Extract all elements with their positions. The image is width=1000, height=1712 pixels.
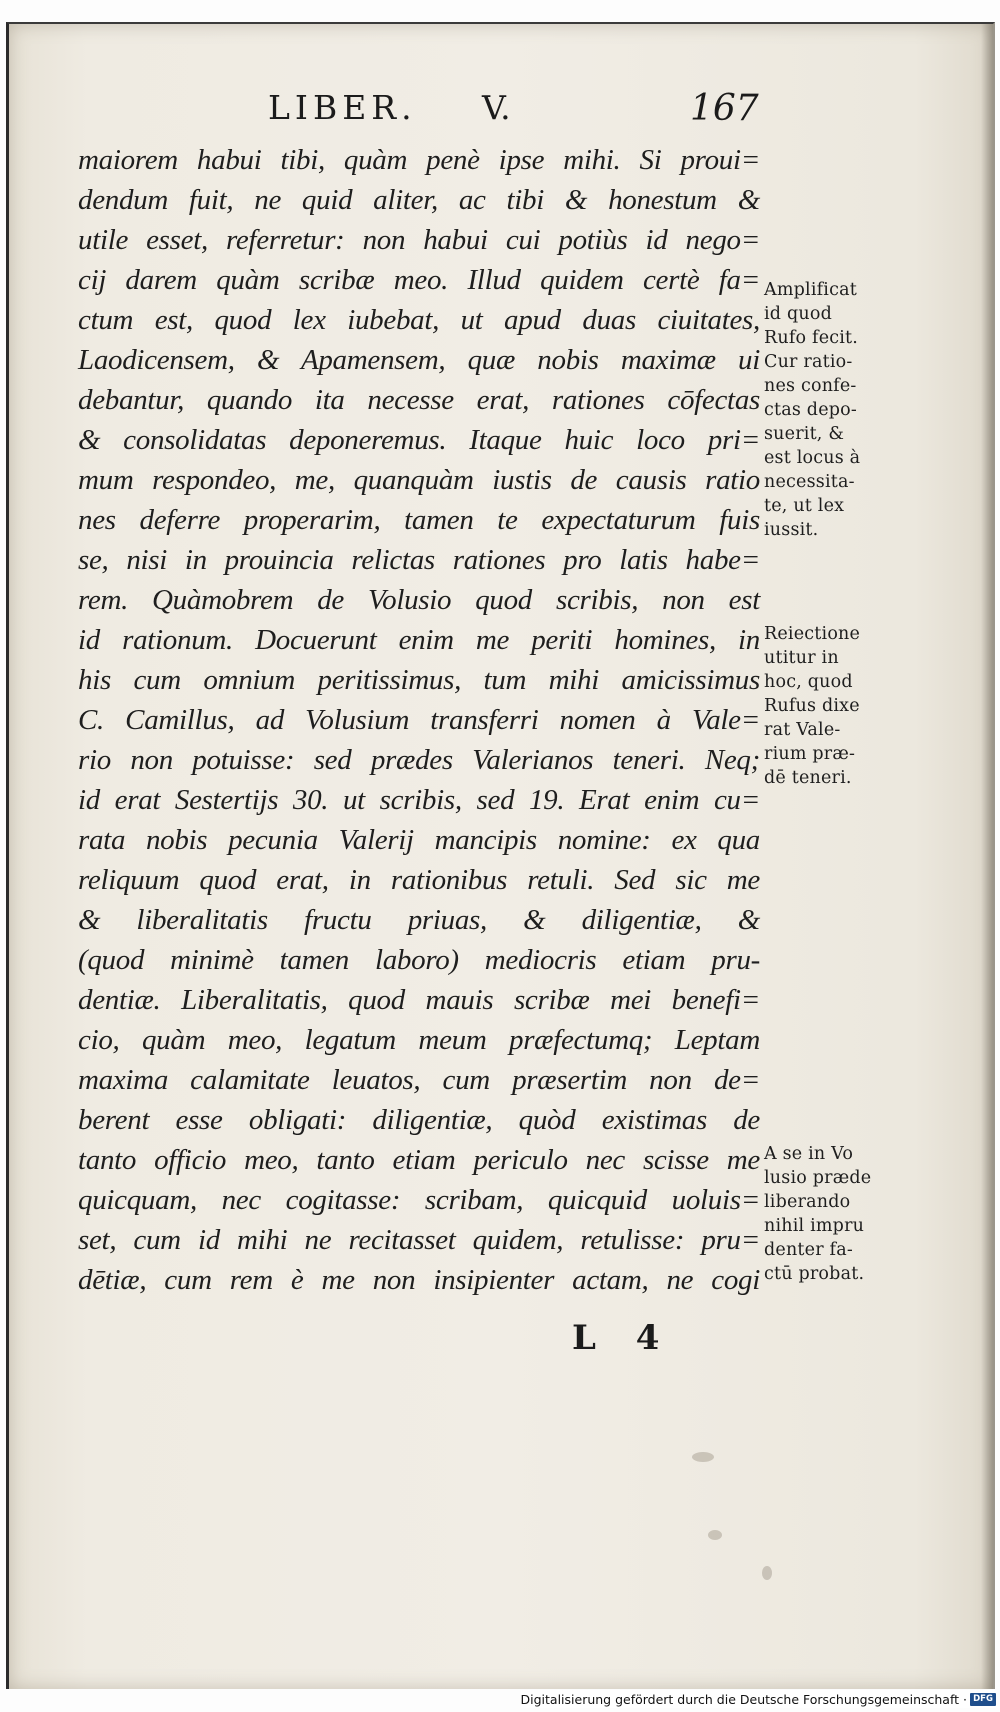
gloss-line: dē teneri. bbox=[764, 768, 852, 788]
digitization-credit bbox=[521, 1690, 997, 1708]
text-line: se, nisi in prouincia relictas rationes pro latis habe= bbox=[78, 544, 760, 576]
text-line: cio, quàm meo, legatum meum præfectumq; Leptam bbox=[78, 1024, 760, 1056]
text-line: dendum fuit, ne quid aliter, ac tibi & honestum & bbox=[78, 184, 760, 216]
text-line: utile esset, referretur: non habui cui potiùs id nego= bbox=[78, 224, 760, 256]
gloss-line: ctū probat. bbox=[764, 1264, 865, 1284]
dfg-logo-icon: DFG bbox=[970, 1693, 996, 1706]
text-line: nes deferre properarim, tamen te expectaturum fuis bbox=[78, 504, 760, 536]
running-head bbox=[260, 88, 760, 136]
gloss-line: est locus à bbox=[764, 448, 861, 468]
text-line: (quod minimè tamen laboro) mediocris etiam pru- bbox=[78, 944, 760, 976]
main-text-block bbox=[78, 140, 760, 1300]
marginal-gloss-reiectione bbox=[764, 622, 904, 790]
page-edge-shadow bbox=[981, 24, 993, 1689]
text-line: ctum est, quod lex iubebat, ut apud duas ciuitates, bbox=[78, 304, 760, 336]
text-line: maxima calamitate leuatos, cum præsertim non de= bbox=[78, 1064, 760, 1096]
gloss-line: lusio præde bbox=[764, 1168, 872, 1188]
gloss-line: denter fa- bbox=[764, 1240, 853, 1260]
gloss-line: A se in Vo bbox=[764, 1144, 854, 1164]
gloss-line: Rufus dixe bbox=[764, 696, 860, 716]
text-line: mum respondeo, me, quanquàm iustis de causis ratio bbox=[78, 464, 760, 496]
credit-text: Digitalisierung gefördert durch die Deutsche Forschungsgemeinschaft · bbox=[520, 1691, 967, 1707]
gloss-line: iussit. bbox=[764, 520, 819, 540]
marginal-gloss-amplificat bbox=[764, 278, 904, 542]
text-line: set, cum id mihi ne recitasset quidem, retulisse: pru= bbox=[78, 1224, 760, 1256]
text-line: rio non potuisse: sed prædes Valerianos teneri. Neq; bbox=[78, 744, 760, 776]
text-line: Laodicensem, & Apamensem, quæ nobis maximæ ui bbox=[78, 344, 760, 376]
running-head-title: LIBER. bbox=[268, 88, 417, 127]
gloss-line: liberando bbox=[764, 1192, 851, 1212]
gloss-line: hoc, quod bbox=[764, 672, 853, 692]
paper-stain bbox=[708, 1530, 722, 1540]
text-line: C. Camillus, ad Volusium transferri nomen à Vale= bbox=[78, 704, 760, 736]
gloss-line: ctas depo- bbox=[764, 400, 858, 420]
text-line: reliquum quod erat, in rationibus retuli. Sed sic me bbox=[78, 864, 760, 896]
gloss-line: rat Vale- bbox=[764, 720, 841, 740]
folio-number: 167 bbox=[690, 88, 759, 129]
signature-mark: L 4 bbox=[572, 1318, 674, 1358]
gloss-line: nihil impru bbox=[764, 1216, 865, 1236]
marginal-gloss-volusio bbox=[764, 1142, 904, 1286]
gloss-line: Cur ratio- bbox=[764, 352, 853, 372]
gloss-line: nes confe- bbox=[764, 376, 857, 396]
gloss-line: Reiectione bbox=[764, 624, 861, 644]
paper-stain bbox=[692, 1452, 714, 1462]
text-line: rem. Quàmobrem de Volusio quod scribis, non est bbox=[78, 584, 760, 616]
gloss-line: id quod bbox=[764, 304, 832, 324]
running-head-book-number: V. bbox=[482, 88, 511, 127]
gloss-line: Amplificat bbox=[764, 280, 857, 300]
text-line: cij darem quàm scribæ meo. Illud quidem certè fa= bbox=[78, 264, 760, 296]
gloss-line: Rufo fecit. bbox=[764, 328, 859, 348]
gloss-line: rium præ- bbox=[764, 744, 856, 764]
gloss-line: utitur in bbox=[764, 648, 839, 668]
text-line: debantur, quando ita necesse erat, rationes cōfectas bbox=[78, 384, 760, 416]
text-line: rata nobis pecunia Valerij mancipis nomine: ex qua bbox=[78, 824, 760, 856]
text-line: id erat Sestertijs 30. ut scribis, sed 19. Erat enim cu= bbox=[78, 784, 760, 816]
text-line: tanto officio meo, tanto etiam periculo nec scisse me bbox=[78, 1144, 760, 1176]
gloss-line: te, ut lex bbox=[764, 496, 845, 516]
gloss-line: necessita- bbox=[764, 472, 855, 492]
text-line: dētiæ, cum rem è me non insipienter actam, ne cogi bbox=[78, 1264, 760, 1296]
text-line: dentiæ. Liberalitatis, quod mauis scribæ mei benefi= bbox=[78, 984, 760, 1016]
text-line: berent esse obligati: diligentiæ, quòd existimas de bbox=[78, 1104, 760, 1136]
text-line: quicquam, nec cogitasse: scribam, quicquid uoluis= bbox=[78, 1184, 760, 1216]
text-line: id rationum. Docuerunt enim me periti homines, in bbox=[78, 624, 760, 656]
text-line: & consolidatas deponeremus. Itaque huic loco pri= bbox=[78, 424, 760, 456]
text-line: his cum omnium peritissimus, tum mihi amicissimus bbox=[78, 664, 760, 696]
text-line: maiorem habui tibi, quàm penè ipse mihi. Si proui= bbox=[78, 144, 760, 176]
paper-stain bbox=[762, 1566, 772, 1580]
text-line: & liberalitatis fructu priuas, & diligentiæ, & bbox=[78, 904, 760, 936]
gloss-line: suerit, & bbox=[764, 424, 845, 444]
